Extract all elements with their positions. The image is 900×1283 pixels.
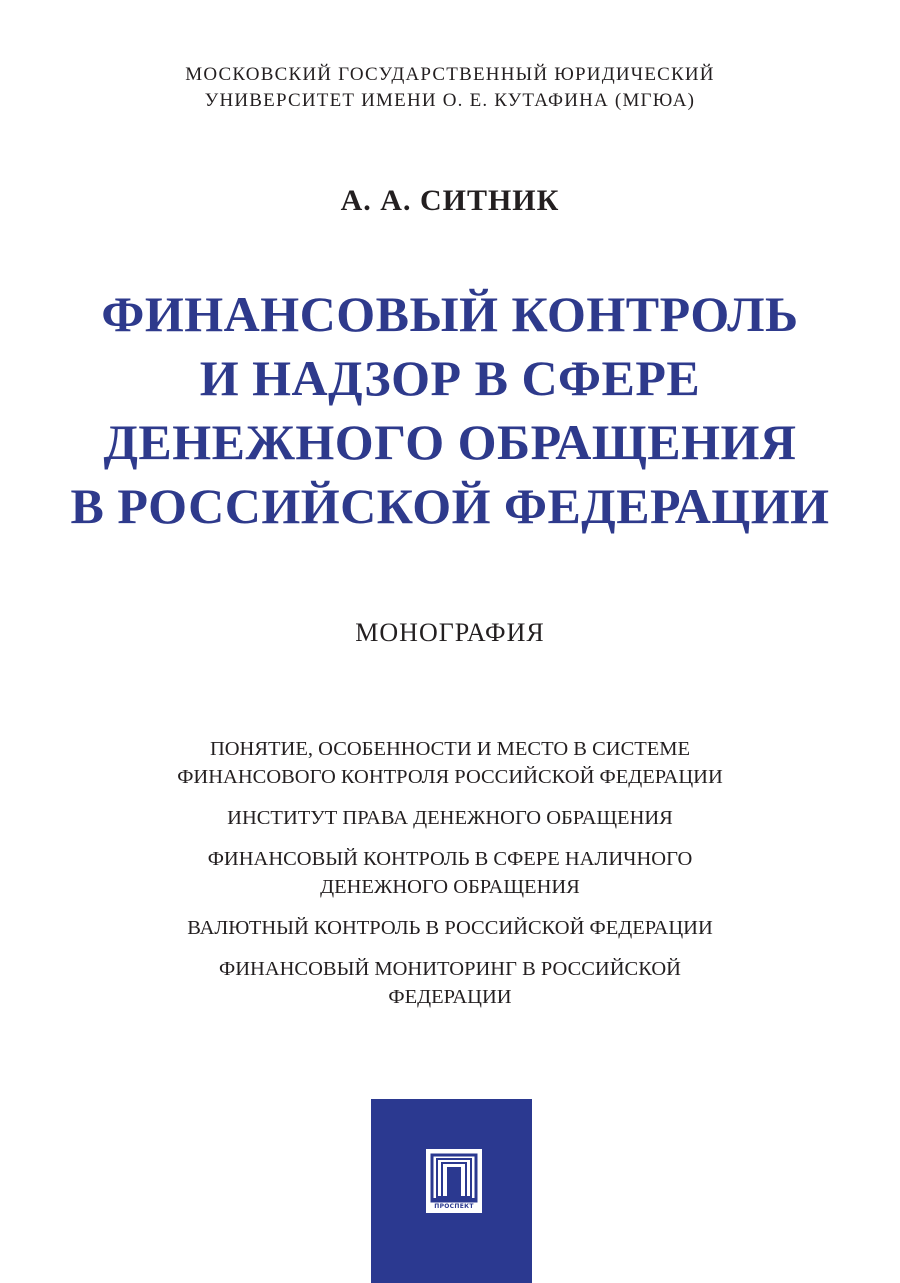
institution-name	[0, 62, 900, 114]
title-line-2: И НАДЗОР В СФЕРЕ	[199, 350, 701, 406]
topic-line: ИНСТИТУТ ПРАВА ДЕНЕЖНОГО ОБРАЩЕНИЯ	[227, 807, 673, 829]
publisher-logo	[426, 1149, 482, 1213]
book-title	[0, 282, 900, 538]
title-line-3: ДЕНЕЖНОГО ОБРАЩЕНИЯ	[103, 414, 797, 470]
topic-line: ФИНАНСОВЫЙ КОНТРОЛЬ В СФЕРЕ НАЛИЧНОГО	[207, 848, 693, 870]
publisher-block	[371, 1099, 532, 1283]
topic-line: ФИНАНСОВЫЙ МОНИТОРИНГ В РОССИЙСКОЙ	[219, 958, 681, 980]
topic-line: ВАЛЮТНЫЙ КОНТРОЛЬ В РОССИЙСКОЙ ФЕДЕРАЦИИ	[187, 917, 713, 939]
topic-item	[0, 735, 900, 791]
topic-line: ФИНАНСОВОГО КОНТРОЛЯ РОССИЙСКОЙ ФЕДЕРАЦИИ	[177, 766, 723, 788]
topic-item	[0, 804, 900, 832]
author-name: А. А. СИТНИК	[340, 184, 560, 217]
topics-list	[0, 735, 900, 1024]
genre-label: МОНОГРАФИЯ	[355, 618, 545, 647]
topic-item	[0, 955, 900, 1011]
building-icon	[426, 1149, 482, 1205]
publisher-name: ПРОСПЕКТ	[434, 1203, 474, 1210]
institution-line-2: УНИВЕРСИТЕТ ИМЕНИ О. Е. КУТАФИНА (МГЮА)	[204, 90, 696, 111]
topic-line: ПОНЯТИЕ, ОСОБЕННОСТИ И МЕСТО В СИСТЕМЕ	[209, 738, 691, 760]
topic-item	[0, 845, 900, 901]
topic-item	[0, 914, 900, 942]
title-line-4: В РОССИЙСКОЙ ФЕДЕРАЦИИ	[70, 478, 830, 534]
title-line-1: ФИНАНСОВЫЙ КОНТРОЛЬ	[101, 286, 799, 342]
institution-line-1: МОСКОВСКИЙ ГОСУДАРСТВЕННЫЙ ЮРИДИЧЕСКИЙ	[185, 64, 715, 85]
topic-line: ФЕДЕРАЦИИ	[388, 986, 512, 1008]
topic-line: ДЕНЕЖНОГО ОБРАЩЕНИЯ	[320, 876, 580, 898]
